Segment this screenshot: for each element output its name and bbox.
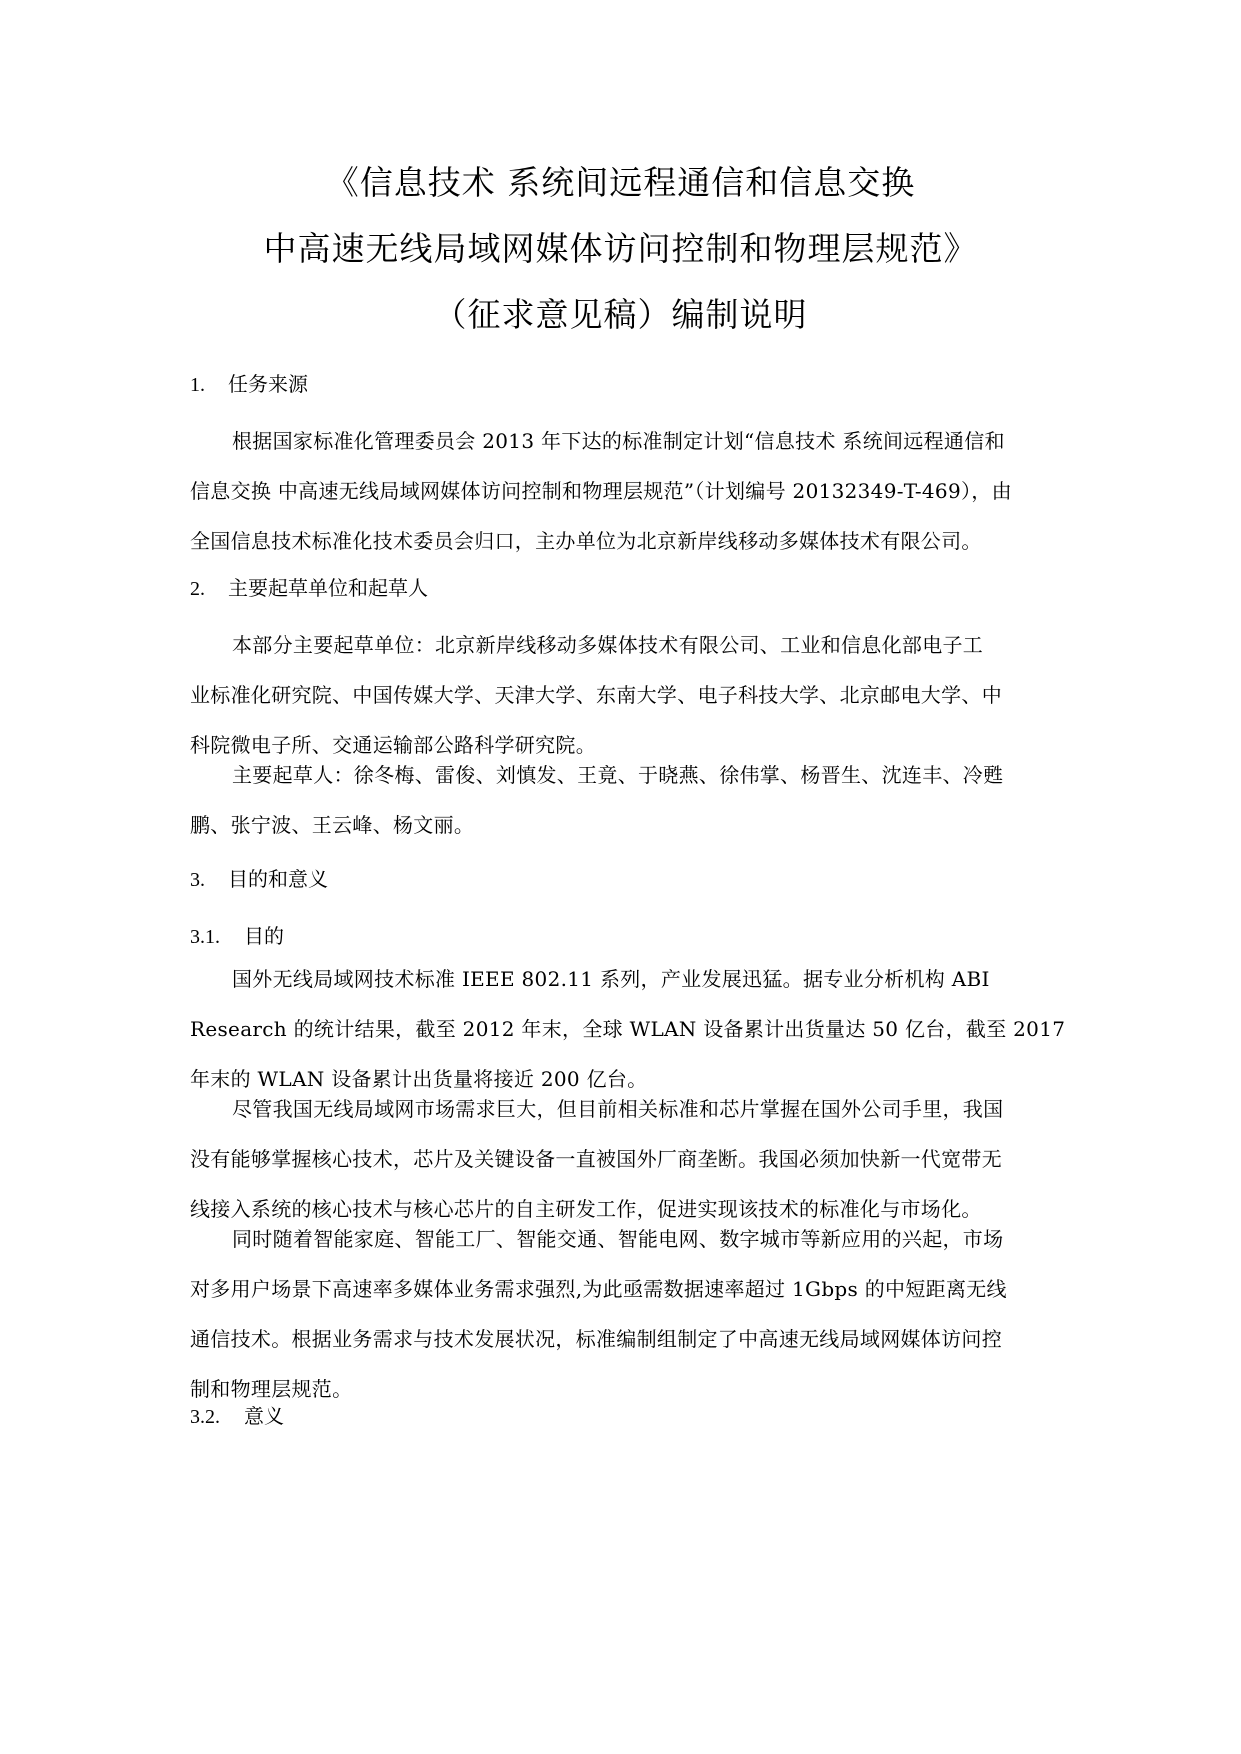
paragraph-line: 科院微电子所、交通运输部公路科学研究院。 bbox=[190, 733, 596, 757]
paragraph-line: 根据国家标准化管理委员会 2013 年下达的标准制定计划“信息技术 系统间远程通信和 bbox=[232, 429, 1005, 453]
paragraph-line: 主要起草人：徐冬梅、雷俊、刘慎发、王竟、于晓燕、徐伟掌、杨晋生、沈连丰、冷甦 bbox=[232, 763, 1004, 787]
section-title: 意义 bbox=[244, 1404, 284, 1428]
section-number: 2. bbox=[190, 578, 205, 600]
section-3-1-paragraph-2 bbox=[190, 1092, 1060, 1242]
section-3-1-heading bbox=[190, 922, 284, 951]
paragraph-line: 信息交换 中高速无线局域网媒体访问控制和物理层规范”（计划编号 20132349-T-469），由 bbox=[190, 479, 1012, 503]
section-title: 目的和意义 bbox=[228, 867, 328, 891]
section-2-paragraph-units bbox=[190, 628, 1060, 778]
section-number: 3.1. bbox=[190, 926, 220, 948]
paragraph-line: 尽管我国无线局域网市场需求巨大，但目前相关标准和芯片掌握在国外公司手里，我国 bbox=[232, 1097, 1004, 1121]
section-title: 主要起草单位和起草人 bbox=[228, 576, 428, 600]
section-3-1-paragraph-3 bbox=[190, 1222, 1060, 1422]
section-number: 1. bbox=[190, 374, 205, 396]
section-number: 3. bbox=[190, 869, 205, 891]
paragraph-line: 鹏、张宁波、王云峰、杨文丽。 bbox=[190, 813, 475, 837]
paragraph-line: 全国信息技术标准化技术委员会归口，主办单位为北京新岸线移动多媒体技术有限公司。 bbox=[190, 529, 982, 553]
section-1-heading bbox=[190, 370, 308, 399]
paragraph-line: 线接入系统的核心技术与核心芯片的自主研发工作，促进实现该技术的标准化与市场化。 bbox=[190, 1197, 982, 1221]
section-3-1-paragraph-1 bbox=[190, 962, 1066, 1112]
section-title: 任务来源 bbox=[228, 372, 308, 396]
paragraph-line: Research 的统计结果，截至 2012 年末，全球 WLAN 设备累计出货量达 50 亿台，截至 2017 bbox=[190, 1017, 1066, 1041]
title-line-2: 中高速无线局域网媒体访问控制和物理层规范》 bbox=[263, 229, 978, 268]
paragraph-line: 业标准化研究院、中国传媒大学、天津大学、东南大学、电子科技大学、北京邮电大学、中 bbox=[190, 683, 1002, 707]
paragraph-line: 年末的 WLAN 设备累计出货量将接近 200 亿台。 bbox=[190, 1067, 648, 1091]
paragraph-line: 没有能够掌握核心技术，芯片及关键设备一直被国外厂商垄断。我国必须加快新一代宽带无 bbox=[190, 1147, 1002, 1171]
title-line-1: 《信息技术 系统间远程通信和信息交换 bbox=[325, 163, 916, 202]
paragraph-line: 本部分主要起草单位：北京新岸线移动多媒体技术有限公司、工业和信息化部电子工 bbox=[232, 633, 984, 657]
section-2-heading bbox=[190, 574, 428, 603]
section-3-2-heading bbox=[190, 1402, 284, 1431]
section-2-paragraph-drafters bbox=[190, 758, 1060, 858]
paragraph-line: 制和物理层规范。 bbox=[190, 1377, 353, 1401]
paragraph-line: 通信技术。根据业务需求与技术发展状况，标准编制组制定了中高速无线局域网媒体访问控 bbox=[190, 1327, 1002, 1351]
title-line-3: （征求意见稿）编制说明 bbox=[433, 295, 808, 334]
section-title: 目的 bbox=[244, 924, 284, 948]
paragraph-line: 同时随着智能家庭、智能工厂、智能交通、智能电网、数字城市等新应用的兴起，市场 bbox=[232, 1227, 1004, 1251]
section-number: 3.2. bbox=[190, 1406, 220, 1428]
section-3-heading bbox=[190, 865, 328, 894]
paragraph-line: 对多用户场景下高速率多媒体业务需求强烈,为此亟需数据速率超过 1Gbps 的中短距离无线 bbox=[190, 1277, 1007, 1301]
section-1-paragraph bbox=[190, 424, 1060, 574]
document-title bbox=[0, 150, 1241, 348]
paragraph-line: 国外无线局域网技术标准 IEEE 802.11 系列，产业发展迅猛。据专业分析机构 ABI bbox=[232, 967, 990, 991]
